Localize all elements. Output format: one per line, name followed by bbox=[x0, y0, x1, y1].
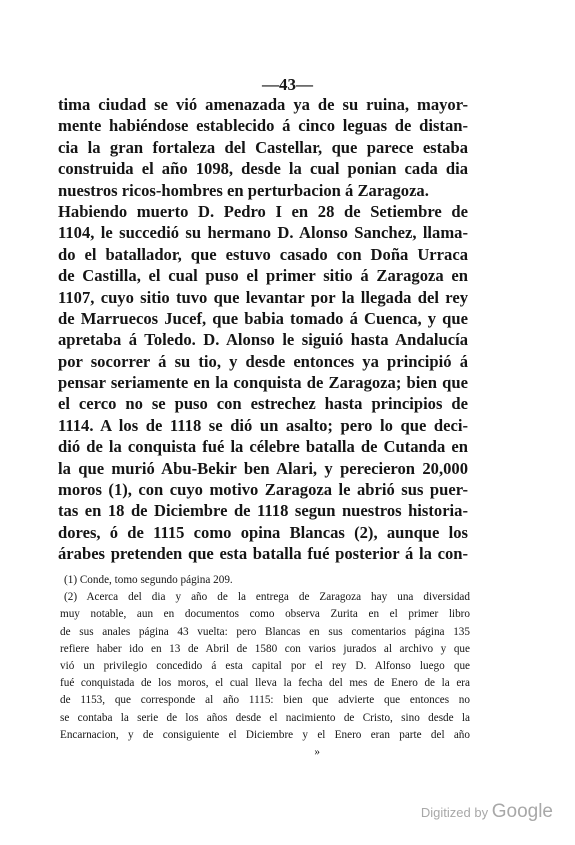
continuation-mark: » bbox=[314, 745, 320, 758]
text-line: dores, ó de 1115 como opina Blancas (2), aunque los bbox=[58, 522, 468, 542]
google-logo-text: Google bbox=[491, 801, 553, 822]
text-line: construida el año 1098, desde la cual ponian cada dia bbox=[58, 159, 468, 179]
footnote-line: de 1153, que corresponde al año 1115: bien que advierte que entonces no bbox=[60, 694, 470, 707]
page-number: —43— bbox=[262, 75, 313, 94]
footnote-line: muy notable, aun en documentos como observa Zurita en el primer libro bbox=[60, 608, 470, 621]
text-line: árabes pretenden que esta batalla fué posterior á la con- bbox=[58, 544, 468, 564]
text-line: el cerco no se puso con estrechez hasta principios de bbox=[58, 394, 468, 414]
text-line: tas en 18 de Diciembre de 1118 segun nuestros historia- bbox=[58, 501, 468, 521]
footnote-line: (1) Conde, tomo segundo página 209. bbox=[64, 574, 233, 586]
footnote-line: se contaba la serie de los años desde el nacimiento de Cristo, sino desde la bbox=[60, 711, 470, 724]
text-line: pensar seriamente en la conquista de Zaragoza; bien que bbox=[58, 373, 468, 393]
footnote-line: Encarnacion, y de consiguiente el Diciembre y el Enero eran parte del año bbox=[60, 728, 470, 741]
footnote-line: (2) Acerca del dia y año de la entrega de Zaragoza hay una diversidad bbox=[64, 591, 470, 604]
text-line: apretaba á Toledo. D. Alonso le siguió hasta Andalucía bbox=[58, 330, 468, 350]
text-line: por socorrer á su tio, y desde entonces ya principió á bbox=[58, 351, 468, 371]
text-line: 1114. A los de 1118 se dió un asalto; pero lo que deci- bbox=[58, 415, 468, 435]
text-line: do el batallador, que estuvo casado con Doña Urraca bbox=[58, 244, 468, 264]
text-line: Habiendo muerto D. Pedro I en 28 de Setiembre de bbox=[58, 201, 468, 221]
text-line: de Castilla, el cual puso el primer sitio á Zaragoza en bbox=[58, 266, 468, 286]
footnotes bbox=[60, 572, 470, 761]
text-line: tima ciudad se vió amenazada ya de su ruina, mayor- bbox=[58, 95, 468, 114]
text-line: 1104, le succedió su hermano D. Alonso Sanchez, llama- bbox=[58, 223, 468, 243]
text-line: mente habiéndose establecido á cinco leguas de distan- bbox=[58, 116, 468, 136]
main-text bbox=[58, 94, 468, 565]
text-line: nuestros ricos-hombres en perturbacion á Zaragoza. bbox=[58, 180, 429, 200]
footnote-line: fué conquistada de los moros, el cual lleva la fecha del mes de Enero de la era bbox=[60, 677, 470, 690]
digitized-watermark bbox=[421, 801, 553, 823]
watermark-prefix: Digitized by bbox=[420, 805, 489, 820]
text-line: moros (1), con cuyo motivo Zaragoza le abrió sus puer- bbox=[58, 480, 468, 500]
footnote-line: vió un privilegio concedido á esta capital por el rey D. Alfonso luego que bbox=[60, 659, 470, 672]
footnote-line: refiere haber ido en 13 de Abril de 1580 con varios jurados al archivo y que bbox=[60, 642, 470, 655]
text-line: la que murió Abu-Bekir ben Alari, y perecieron 20,000 bbox=[58, 458, 468, 478]
footnote-line: de sus anales página 43 vuelta: pero Blancas en sus comentarios página 135 bbox=[60, 625, 470, 638]
text-line: de Marruecos Jucef, que babia tomado á Cuenca, y que bbox=[58, 308, 468, 328]
text-line: cia la gran fortaleza del Castellar, que parece estaba bbox=[58, 137, 468, 157]
text-line: 1107, cuyo sitio tuvo que levantar por la llegada del rey bbox=[58, 287, 468, 307]
text-line: dió de la conquista fué la célebre batalla de Cutanda en bbox=[58, 437, 468, 457]
